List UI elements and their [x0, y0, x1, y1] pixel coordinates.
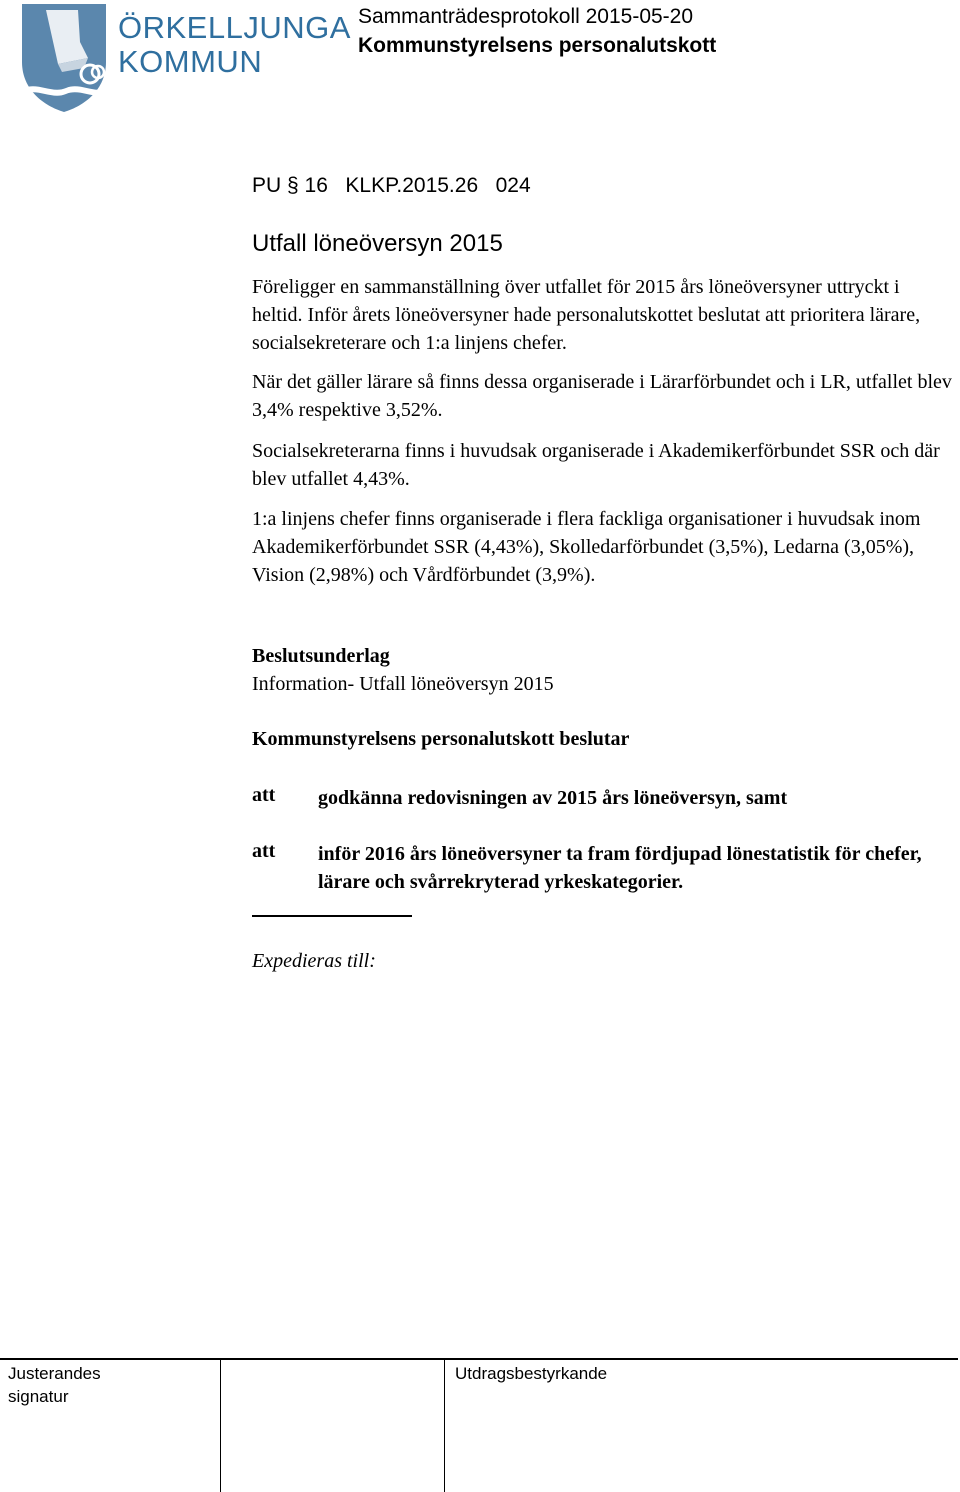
municipal-coat-of-arms-icon — [18, 2, 110, 114]
logo-title-line1: ÖRKELLJUNGA — [118, 10, 351, 45]
basis-heading: Beslutsunderlag — [252, 645, 390, 667]
footer-divider-1 — [220, 1360, 221, 1492]
municipality-logo — [18, 2, 351, 114]
signature-label-line2: signatur — [8, 1387, 69, 1406]
decision-item-1-prefix: att — [252, 784, 276, 806]
decision-heading: Kommunstyrelsens personalutskott beslutar — [252, 728, 630, 750]
paragraph-2: När det gäller lärare så finns dessa organiserade i Lärarförbundet och i LR, utfallet blev 3,4% respektive 3,52%. — [252, 371, 952, 421]
signature-label-line1: Justerandes — [8, 1364, 101, 1383]
paragraph-4: 1:a linjens chefer finns organiserade i flera fackliga organisationer i huvudsak inom Akademikerförbundet SSR (4,43%), Skolledarförbundet (3,5%), Ledarna (3,05%), Vision (2,98%) och Vårdförbundet (3,9%). — [252, 508, 921, 586]
paragraph-reference: PU § 16 KLKP.2015.26 024 — [252, 174, 531, 197]
signature-label — [8, 1362, 101, 1408]
paragraph-3: Socialsekreterarna finns i huvudsak organiserade i Akademikerförbundet SSR och där blev utfallet 4,43%. — [252, 440, 940, 490]
certify-label: Utdragsbestyrkande — [455, 1364, 608, 1383]
separator-rule — [252, 915, 412, 917]
decision-item-1-text: godkänna redovisningen av 2015 års löneöversyn, samt — [318, 787, 788, 809]
committee-header: Kommunstyrelsens personalutskott — [358, 34, 717, 57]
protocol-header: Sammanträdesprotokoll 2015-05-20 — [358, 5, 694, 28]
signature-footer — [0, 1358, 958, 1492]
decision-item-2-text: inför 2016 års löneöversyner ta fram fördjupad lönestatistik för chefer, lärare och svårrekryterad yrkeskategorier. — [318, 843, 922, 893]
basis-text: Information- Utfall löneöversyn 2015 — [252, 673, 554, 695]
page-title: Utfall löneöversyn 2015 — [252, 230, 503, 257]
decision-item-2-prefix: att — [252, 840, 276, 862]
paragraph-1: Föreligger en sammanställning över utfallet för 2015 års löneöversyner uttryckt i heltid. Inför årets löneöversyner hade personalutskottet beslutat att prioritera lärare, socialsekreterare och 1:a linjens chefer. — [252, 276, 921, 354]
footer-divider-2 — [444, 1360, 445, 1492]
distribution-label: Expedieras till: — [252, 950, 376, 972]
logo-title-line2: KOMMUN — [118, 44, 263, 79]
